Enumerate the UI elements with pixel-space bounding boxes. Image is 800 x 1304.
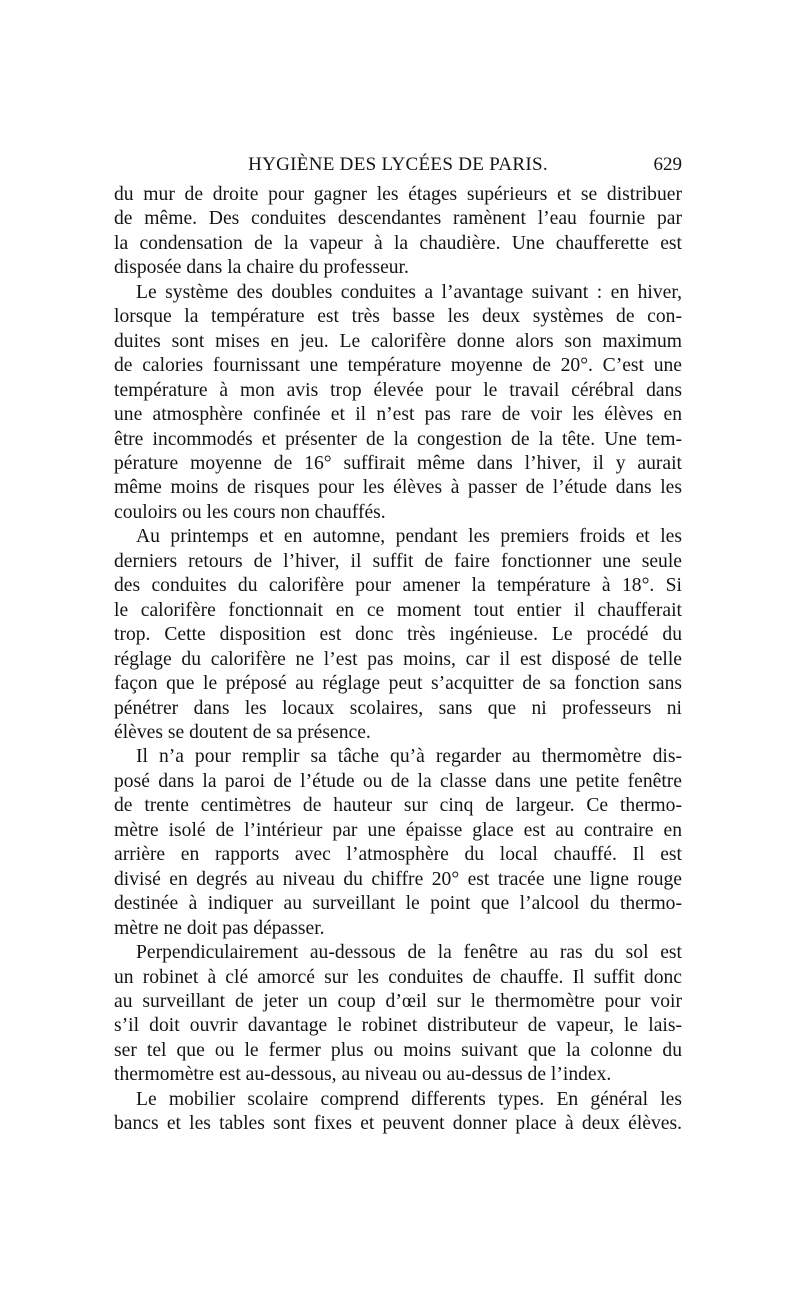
paragraph-1 <box>114 183 682 281</box>
text-line: Perpendiculairement au-dessous de la fenêtre au ras du sol est <box>136 942 682 964</box>
running-head <box>114 150 682 180</box>
text-line: duites sont mises en jeu. Le calorifère donne alors son maximum <box>114 330 682 352</box>
text-line: destinée à indiquer au surveillant le point que l’alcool du thermo- <box>114 893 682 915</box>
text-line: même moins de risques pour les élèves à passer de l’étude dans les <box>114 477 682 499</box>
text-line: Il n’a pour remplir sa tâche qu’à regarder au thermomètre dis- <box>136 746 682 768</box>
text-line: bancs et les tables sont fixes et peuvent donner place à deux élèves. <box>114 1113 682 1135</box>
text-line: une atmosphère confinée et il n’est pas rare de voir les élèves en <box>114 404 682 426</box>
page-number: 629 <box>653 154 682 175</box>
paragraph-5 <box>114 941 682 1088</box>
text-line: des conduites du calorifère pour amener la température à 18°. Si <box>114 575 682 597</box>
text-line: divisé en degrés au niveau du chiffre 20° est tracée une ligne rouge <box>114 868 682 890</box>
text-line: lorsque la température est très basse les deux systèmes de con- <box>114 306 682 328</box>
text-line: Le système des doubles conduites a l’avantage suivant : en hiver, <box>136 281 682 303</box>
text-line: façon que le préposé au réglage peut s’acquitter de sa fonction sans <box>114 673 682 695</box>
text-line: posé dans la paroi de l’étude ou de la classe dans une petite fenêtre <box>114 770 682 792</box>
text-line: mètre isolé de l’intérieur par une épaisse glace est au contraire en <box>114 819 682 841</box>
paragraph-6 <box>114 1088 682 1137</box>
text-line: température à mon avis trop élevée pour le travail cérébral dans <box>114 379 682 401</box>
text-line: du mur de droite pour gagner les étages supérieurs et se distribuer <box>114 184 682 205</box>
text-line: la condensation de la vapeur à la chaudière. Une chaufferette est <box>114 232 682 254</box>
text-line: de trente centimètres de hauteur sur cinq de largeur. Ce thermo- <box>114 795 682 817</box>
text-line: pénétrer dans les locaux scolaires, sans que ni professeurs ni <box>114 697 682 719</box>
text-line: s’il doit ouvrir davantage le robinet distributeur de vapeur, le lais- <box>114 1015 682 1037</box>
text-line: le calorifère fonctionnait en ce moment tout entier il chaufferait <box>114 599 682 621</box>
text-line: thermomètre est au-dessous, au niveau ou au-dessus de l’index. <box>114 1064 612 1086</box>
text-line: couloirs ou les cours non chauffés. <box>114 501 386 523</box>
text-line: être incommodés et présenter de la congestion de la tête. Une tem- <box>114 428 682 450</box>
text-line: de même. Des conduites descendantes ramènent l’eau fournie par <box>114 208 682 230</box>
text-line: au surveillant de jeter un coup d’œil sur le thermomètre pour voir <box>114 990 682 1012</box>
body-text <box>114 183 682 1137</box>
text-line: trop. Cette disposition est donc très ingénieuse. Le procédé du <box>114 624 682 646</box>
text-line: Au printemps et en automne, pendant les premiers froids et les <box>136 526 682 548</box>
paragraph-4 <box>114 745 682 941</box>
running-title: HYGIÈNE DES LYCÉES DE PARIS. <box>248 154 548 175</box>
text-line: mètre ne doit pas dépasser. <box>114 917 325 939</box>
paragraph-3 <box>114 525 682 745</box>
text-line: derniers retours de l’hiver, il suffit de faire fonctionner une seule <box>114 550 682 572</box>
text-line: Le mobilier scolaire comprend differents types. En général les <box>136 1088 682 1110</box>
text-line: disposée dans la chaire du professeur. <box>114 257 409 279</box>
text-line: ser tel que ou le fermer plus ou moins suivant que la colonne du <box>114 1039 682 1061</box>
text-line: de calories fournissant une température moyenne de 20°. C’est une <box>114 355 682 377</box>
paragraph-2 <box>114 281 682 526</box>
text-line: un robinet à clé amorcé sur les conduites de chauffe. Il suffit donc <box>114 966 682 988</box>
text-line: élèves se doutent de sa présence. <box>114 721 371 743</box>
text-line: pérature moyenne de 16° suffirait même dans l’hiver, il y aurait <box>114 452 682 474</box>
text-line: réglage du calorifère ne l’est pas moins, car il est disposé de telle <box>114 648 682 670</box>
text-line: arrière en rapports avec l’atmosphère du local chauffé. Il est <box>114 844 682 866</box>
